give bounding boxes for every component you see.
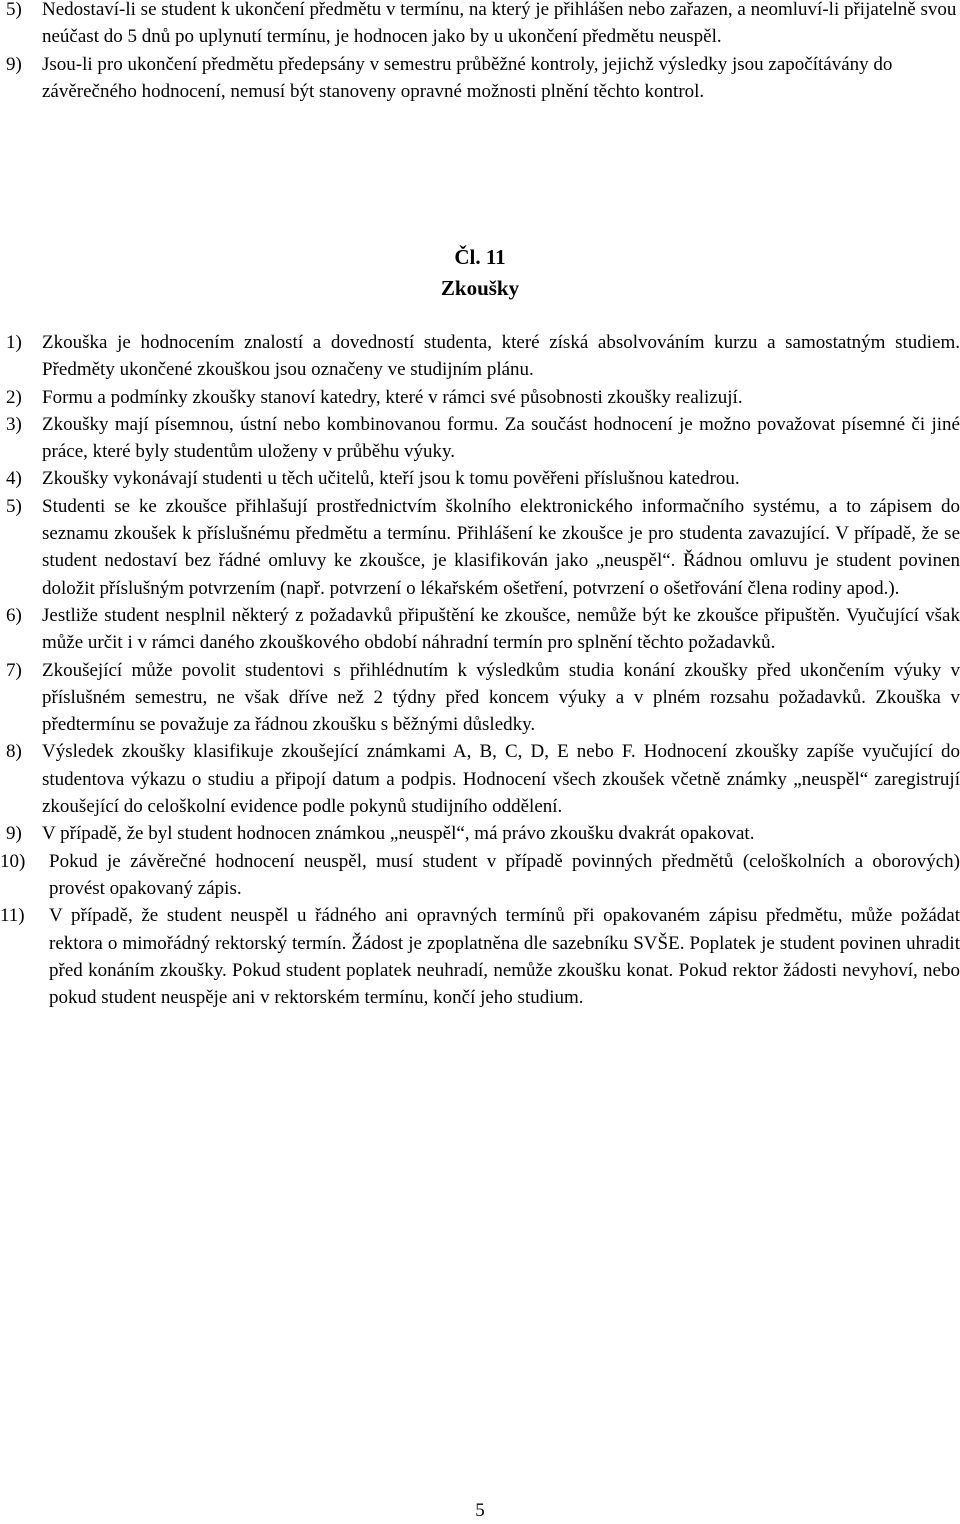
list-item	[0, 329, 960, 384]
item-number: 5)	[6, 0, 22, 20]
item-number: 5)	[6, 495, 22, 517]
item-number: 11)	[0, 905, 25, 927]
item-number: 2)	[6, 386, 22, 408]
item-text: Výsledek zkoušky klasifikuje zkoušející známkami A, B, C, D, E nebo F. Hodnocení zkoušky zapíše vyučující do studentova výkazu o studiu a připojí datum a podpis. Hodnocení všech zkoušek včetně známky „neuspěl“ zaregistrují zkoušející do celoškolní evidence podle pokynů studijního oddělení.	[42, 741, 960, 818]
item-text: Jsou-li pro ukončení předmětu předepsány v semestru průběžné kontroly, jejichž výsledky jsou započítávány do závěrečného hodnocení, nemusí být stanoveny opravné možnosti plnění těchto kontrol.	[42, 53, 893, 102]
list-item	[0, 51, 960, 106]
list-item	[0, 465, 960, 492]
item-text: Pokud je závěrečné hodnocení neuspěl, musí student v případě povinných předmětů (celoškolních a oborových) provést opakovaný zápis.	[49, 850, 960, 899]
item-text: V případě, že student neuspěl u řádného ani opravných termínů při opakovaném zápisu předmětu, může požádat rektora o mimořádný rektorský termín. Žádost je zpoplatněna dle sazebníku SVŠE. Poplatek je student povinen uhradit před konáním zkoušky. Pokud student poplatek neuhradí, nemůže zkoušku konat. Pokud rektor žádosti nevyhoví, nebo pokud student neuspěje ani v rektorském termínu, končí jeho studium.	[49, 905, 960, 1009]
item-number: 4)	[6, 468, 22, 490]
item-text: V případě, že byl student hodnocen známkou „neuspěl“, má právo zkoušku dvakrát opakovat.	[42, 823, 755, 845]
previous-article-continuation	[0, 0, 960, 105]
item-text: Zkouška je hodnocením znalostí a dovedností studenta, které získá absolvováním kurzu a samostatným studiem. Předměty ukončené zkouškou jsou označeny ve studijním plánu.	[42, 332, 960, 381]
article-number: Čl. 11	[454, 245, 506, 269]
item-number: 3)	[6, 413, 22, 435]
list-item	[0, 384, 960, 411]
item-number: 9)	[6, 823, 22, 845]
item-number: 7)	[6, 659, 22, 681]
article-title: Zkoušky	[440, 276, 520, 300]
list-item	[0, 657, 960, 739]
item-number: 10)	[0, 850, 26, 872]
item-text: Formu a podmínky zkoušky stanoví katedry, které v rámci své působnosti zkoušky realizují.	[42, 386, 743, 408]
page-number: 5	[475, 1500, 485, 1521]
list-item	[0, 848, 960, 903]
item-number: 6)	[6, 604, 22, 626]
item-number: 1)	[6, 332, 22, 353]
item-text: Zkoušky vykonávají studenti u těch učitelů, kteří jsou k tomu pověřeni příslušnou katedrou.	[42, 468, 740, 490]
list-item	[0, 902, 960, 1011]
item-text: Nedostaví-li se student k ukončení předmětu v termínu, na který je přihlášen nebo zařazen, a neomluví-li přijatelně svou neúčast do 5 dnů po uplynutí termínu, je hodnocen jako by u ukončení předmětu neuspěl.	[42, 0, 957, 48]
list-item	[0, 738, 960, 820]
list-item	[0, 493, 960, 602]
article-body	[0, 329, 960, 1011]
list-item	[0, 820, 960, 847]
item-number: 9)	[6, 53, 22, 75]
list-item	[0, 411, 960, 466]
item-text: Studenti se ke zkoušce přihlašují prostřednictvím školního elektronického informačního systému, a to zápisem do seznamu zkoušek k příslušnému předmětu a termínu. Přihlášení ke zkoušce je pro studenta zavazující. V případě, že se student nedostaví bez řádné omluvy ke zkoušce, je klasifikován jako „neuspěl“. Řádnou omluvu je student povinen doložit příslušným potvrzením (např. potvrzení o lékařském ošetření, potvrzení o ošetřování člena rodiny apod.).	[42, 495, 960, 599]
list-item	[0, 0, 960, 51]
item-text: Zkoušející může povolit studentovi s přihlédnutím k výsledkům studia konání zkoušky před ukončením výuky v příslušném semestru, ne však dříve než 2 týdny před koncem výuky a v plném rozsahu požadavků. Zkouška v předtermínu se považuje za řádnou zkoušku s běžnými důsledky.	[42, 659, 960, 736]
article-heading	[0, 242, 960, 304]
item-number: 8)	[6, 741, 22, 763]
list-item	[0, 602, 960, 657]
item-text: Zkoušky mají písemnou, ústní nebo kombinovanou formu. Za součást hodnocení je možno považovat písemné či jiné práce, které byly studentům uloženy v průběhu výuky.	[42, 413, 960, 463]
item-text: Jestliže student nesplnil některý z požadavků připuštění ke zkoušce, nemůže být ke zkoušce připuštěn. Vyučující však může určit i v rámci daného zkouškového období náhradní termín pro splnění těchto požadavků.	[42, 604, 960, 654]
